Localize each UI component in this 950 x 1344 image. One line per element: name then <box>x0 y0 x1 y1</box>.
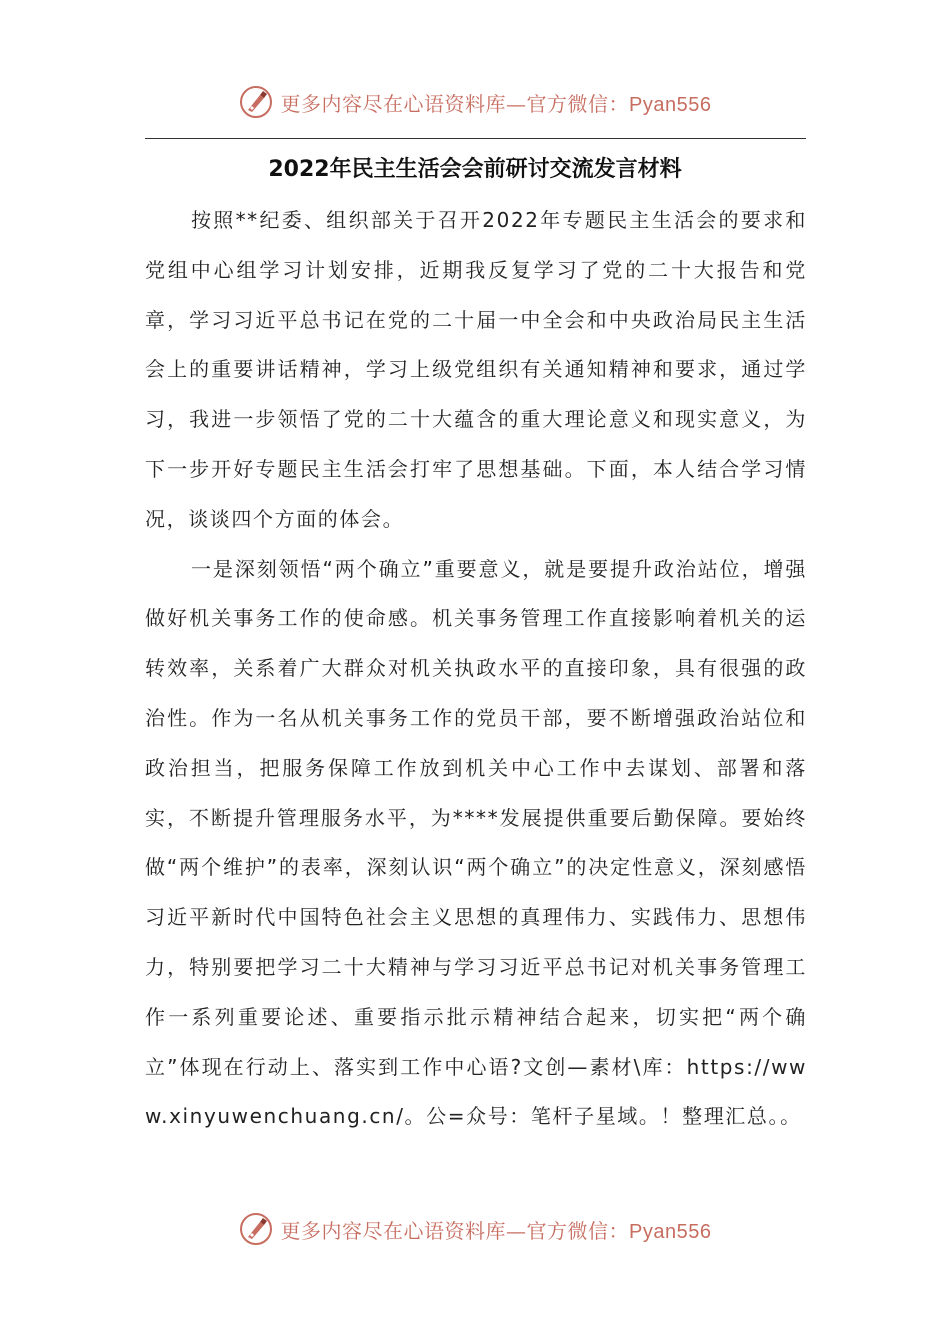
pen-nib-logo-icon <box>239 1212 273 1246</box>
footer-banner-content <box>239 1212 712 1246</box>
footer-watermark-banner <box>0 1209 950 1249</box>
footer-banner-contact: 官方微信： <box>526 1218 630 1243</box>
document-title: 2022年民主生活会会前研讨交流发言材料 <box>268 157 682 182</box>
paragraph: 一是深刻领悟“两个确立”重要意义，就是要提升政治站位，增强做好机关事务工作的使命感。机关事务管理工作直接影响着机关的运转效率，关系着广大群众对机关执政水平的直接印象，具有很强的政治性。作为一名从机关事务工作的党员干部，要不断增强政治站位和政治担当，把服务保障工作放到机关中心工作中去谋划、部署和落实，不断提升管理服务水平，为****发展提供重要后勤保障。要始终做“两个维护”的表率，深刻认识“两个确立”的决定性意义，深刻感悟习近平新时代中国特色社会主义思想的真理伟力、实践伟力、思想伟力，特别要把学习二十大精神与学习习近平总书记对机关事务管理工作一系列重要论述、重要指示批示精神结合起来，切实把“两个确立”体现在行动上、落实到工作中心语?文创—素材\库：https://www.xinyuwenchuang.cn/。公=众号：笔杆子星域。！整理汇总。。 <box>145 556 807 1129</box>
header-banner-handle: Pyan556 <box>629 93 712 116</box>
footer-banner-handle: Pyan556 <box>629 1220 712 1243</box>
footer-banner-dash: — <box>506 1218 527 1243</box>
header-banner-dash: — <box>506 91 527 116</box>
pen-nib-logo-icon <box>239 85 273 119</box>
footer-banner-text <box>281 1215 712 1244</box>
header-divider <box>145 138 806 139</box>
footer-banner-slogan: 更多内容尽在心语资料库 <box>280 1218 507 1243</box>
header-banner-content <box>239 85 712 119</box>
header-banner-contact: 官方微信： <box>526 91 630 116</box>
document-body <box>145 196 807 1142</box>
header-banner-slogan: 更多内容尽在心语资料库 <box>280 91 507 116</box>
paragraph: 按照**纪委、组织部关于召开2022年专题民主生活会的要求和党组中心组学习计划安排，近期我反复学习了党的二十大报告和党章，学习习近平总书记在党的二十届一中全会和中央政治局民主生活会上的重要讲话精神，学习上级党组织有关通知精神和要求，通过学习，我进一步领悟了党的二十大蕴含的重大理论意义和现实意义，为下一步开好专题民主生活会打牢了思想基础。下面，本人结合学习情况，谈谈四个方面的体会。 <box>145 208 807 531</box>
header-watermark-banner <box>0 82 950 122</box>
header-banner-text <box>281 88 712 117</box>
